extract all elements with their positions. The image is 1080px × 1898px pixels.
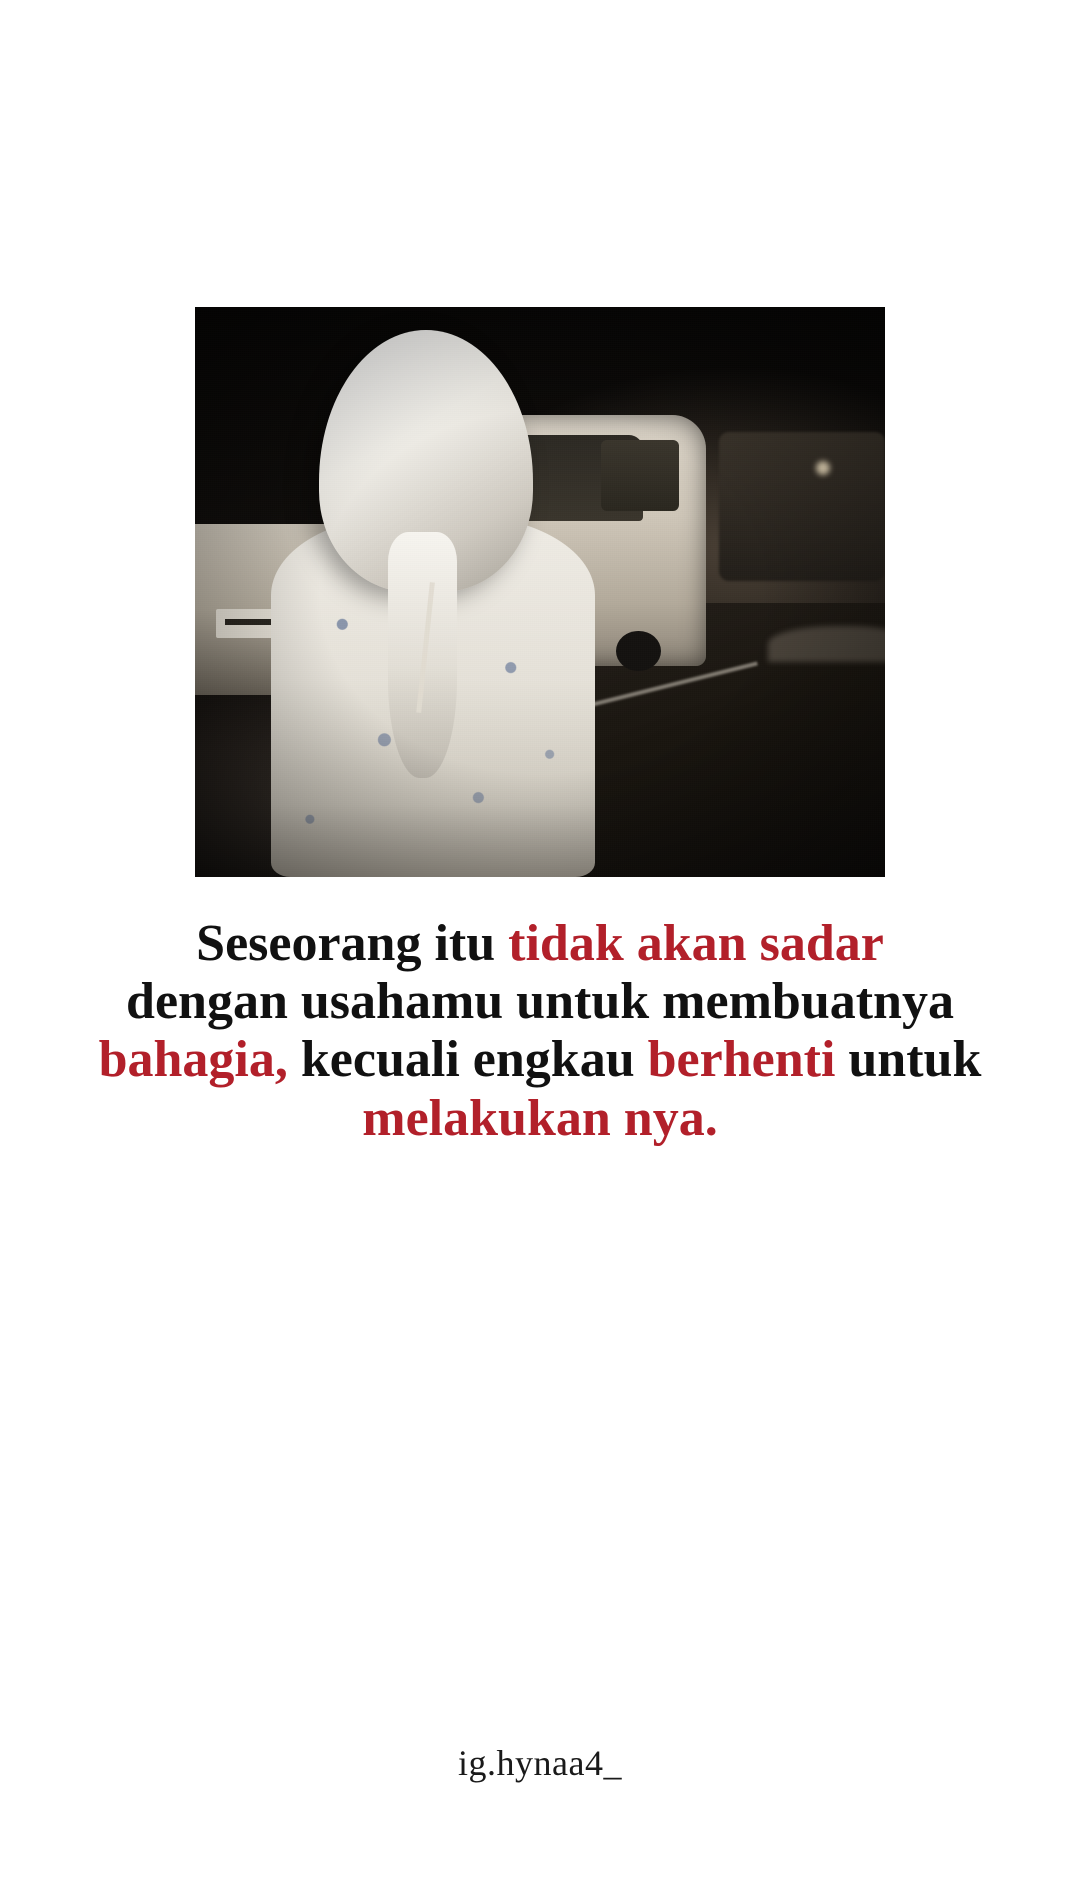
caption-segment-accent: berhenti (647, 1031, 836, 1089)
photo-card (195, 307, 885, 877)
caption-segment: Seseorang itu (196, 915, 509, 972)
caption-segment: untuk (835, 1031, 982, 1089)
background-vehicle (719, 432, 885, 580)
account-handle: ig.hynaa4_ (458, 1743, 622, 1783)
night-photo (195, 307, 885, 877)
car-wheel (616, 631, 661, 671)
caption-segment-accent: tidak akan sadar (508, 915, 884, 972)
car-window-rear (601, 440, 680, 510)
caption-segment-accent: melakukan nya. (362, 1089, 718, 1147)
caption-line-1 (90, 915, 990, 973)
person-subject (264, 330, 609, 877)
caption-line-2 (90, 973, 990, 1031)
caption-line-4 (90, 1090, 990, 1148)
caption-segment: kecuali engkau (287, 1031, 648, 1089)
curb (768, 626, 885, 662)
caption-line-3 (90, 1031, 990, 1089)
caption-segment-accent: bahagia, (98, 1031, 288, 1089)
light-glow-icon (816, 461, 830, 475)
caption-segment: dengan usahamu untuk membuatnya (126, 973, 954, 1031)
quote-caption (90, 915, 990, 1148)
